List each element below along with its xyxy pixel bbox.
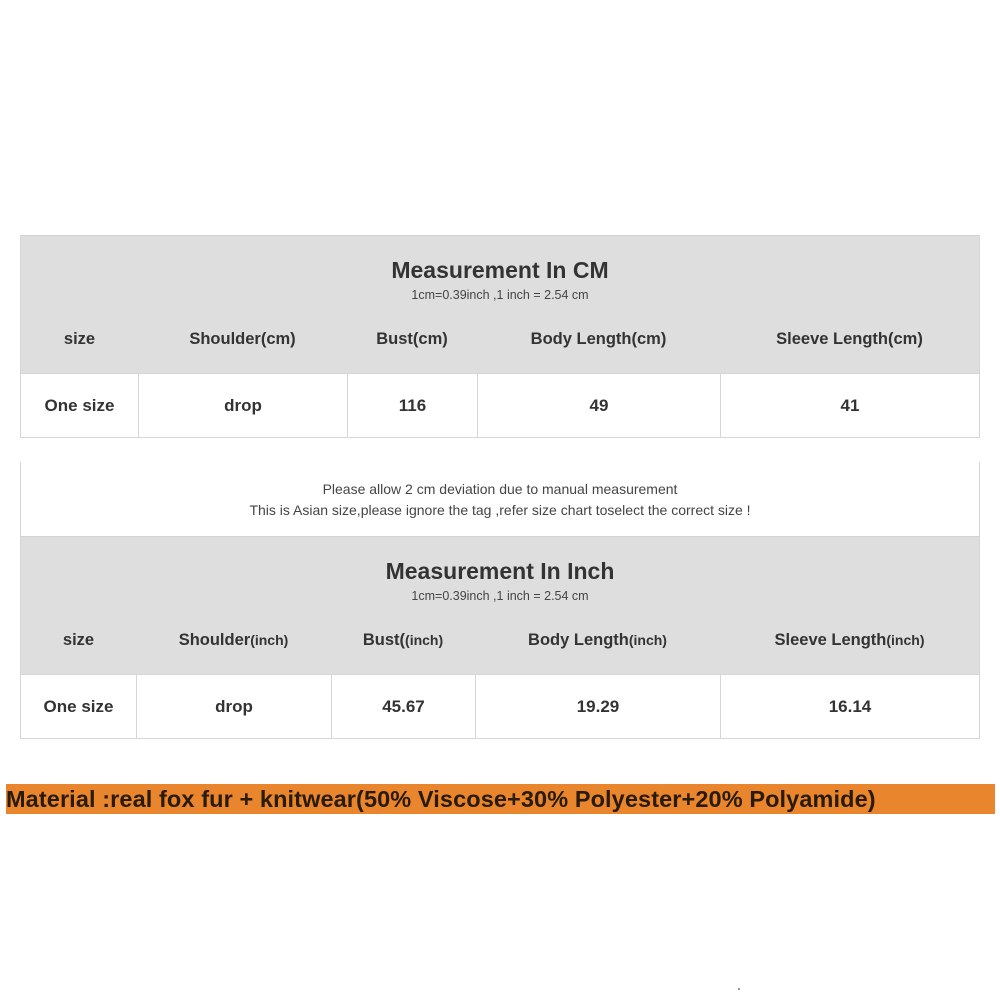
- header-body-length-label: Body Length: [528, 630, 629, 649]
- cell-size: One size: [43, 696, 114, 716]
- header-bust: [331, 631, 475, 650]
- header-bust-label: Bust(: [362, 630, 406, 649]
- cm-column-headers: [21, 305, 979, 373]
- cm-size-chart: [20, 235, 980, 438]
- cm-chart-header-block: [20, 235, 980, 373]
- header-sleeve-length-unit: (inch): [886, 631, 925, 648]
- inch-table-row: [20, 674, 980, 739]
- header-bust-unit: (inch): [405, 631, 444, 648]
- header-size-label: size: [62, 630, 95, 649]
- material-banner: Material :real fox fur + knitwear(50% Viscose+30% Polyester+20% Polyamide): [6, 784, 995, 814]
- cm-chart-title: Measurement In CM: [391, 257, 609, 283]
- cell-size: One size: [44, 395, 115, 415]
- stray-dot: [738, 988, 740, 990]
- cell-sleeve-length: 41: [720, 374, 979, 437]
- cell-sleeve-length: 16.14: [720, 675, 979, 738]
- cell-bust: 45.67: [331, 675, 475, 738]
- header-shoulder-label: Shoulder: [178, 630, 251, 649]
- header-size: [21, 631, 136, 650]
- header-shoulder-unit: (inch): [250, 631, 289, 648]
- measurement-notes: [20, 462, 980, 536]
- header-sleeve-length-label: Sleeve Length: [774, 630, 887, 649]
- cell-shoulder: drop: [136, 675, 331, 738]
- asian-size-note: This is Asian size,please ignore the tag ,refer size chart toselect the correct size !: [249, 502, 751, 518]
- header-body-length: [475, 631, 720, 650]
- deviation-note: Please allow 2 cm deviation due to manual measurement: [322, 481, 678, 497]
- cell-shoulder: drop: [138, 374, 347, 437]
- inch-chart-title: Measurement In Inch: [385, 558, 615, 584]
- header-sleeve-length: [720, 631, 979, 650]
- header-size: size: [63, 329, 96, 348]
- cell-bust: 116: [347, 374, 477, 437]
- cell-body-length: 49: [477, 374, 720, 437]
- header-sleeve-length: Sleeve Length(cm): [776, 329, 923, 348]
- header-bust: Bust(cm): [376, 329, 448, 348]
- inch-size-chart: [20, 536, 980, 739]
- header-shoulder: [136, 631, 331, 650]
- cm-table-row: [20, 373, 980, 438]
- inch-conversion-note: 1cm=0.39inch ,1 inch = 2.54 cm: [411, 589, 589, 603]
- cm-conversion-note: 1cm=0.39inch ,1 inch = 2.54 cm: [411, 288, 589, 302]
- inch-chart-header-block: [20, 536, 980, 674]
- inch-column-headers: [21, 606, 979, 674]
- header-shoulder: Shoulder(cm): [189, 329, 296, 348]
- header-body-length-unit: (inch): [628, 631, 667, 648]
- cell-body-length: 19.29: [475, 675, 720, 738]
- header-body-length: Body Length(cm): [530, 329, 667, 348]
